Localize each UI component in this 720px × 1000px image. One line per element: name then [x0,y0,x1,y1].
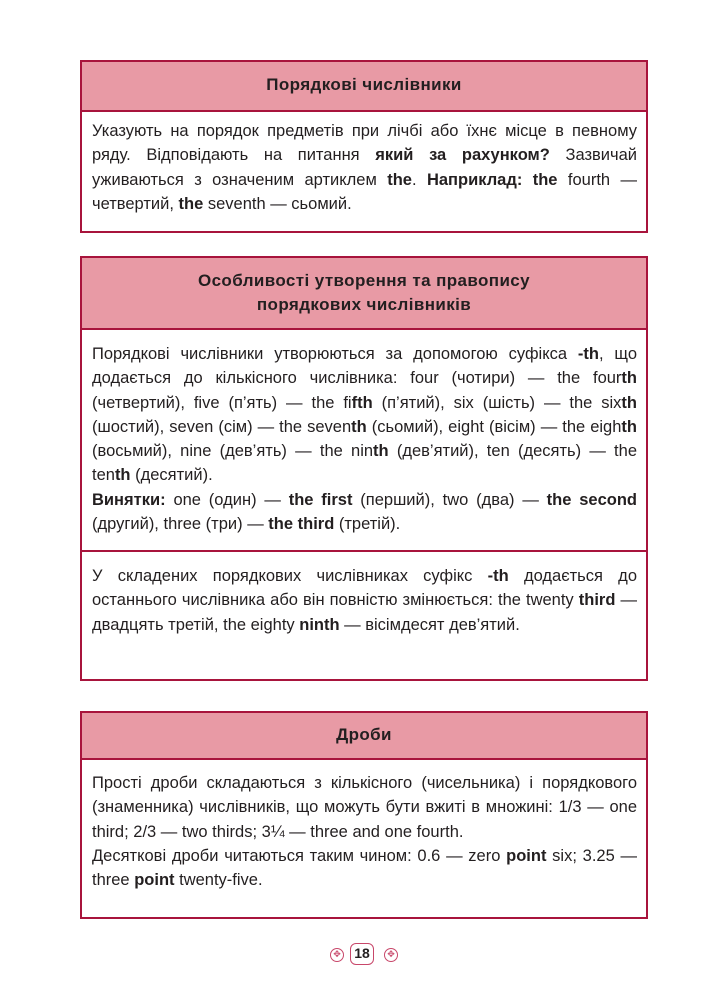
formation-text: Порядкові числівники утворюються за допомогою суфікса -th, що додається до кількісного числівника: four (чотири) — the fourth (четвертий), five (п’ять) — the fifth (п’ятий), six (шість) — the sixth (шостий), seven (сім) — the seventh (сьомий), eight (вісім) — the eighth (восьмий), nine (дев’ять) — the ninth (дев’ятий), ten (десять) — the tenth (десятий). Винятки: one (один) — the first (перший), two (два) — the second (другий), three (три) — the third (третій). [92,345,637,534]
example-label: Наприклад: [426,170,523,189]
page-ornament-icon: ✥ [384,948,398,962]
ordinals-box [80,60,648,233]
formation-box [80,256,648,681]
page-ornament-icon: ✥ [330,948,344,962]
page-footer [0,942,720,966]
page-number: 18 [350,943,374,965]
ordinals-text: Указують на порядок предметів при лічбі або їхнє місце в певному ряду. Відповідають на питання який за рахунком? Зазвичай уживаються з означеним артиклем the. Наприклад: the fourth — четвертий, the seventh — сьомий. [92,122,637,213]
ordinals-title: Порядкові числівники [82,62,646,112]
fractions-text: Прості дроби складаються з кількісного (чисельника) і порядкового (знаменника) числівників, що можуть бути вжиті в множині: 1/3 — one third; 2/3 — two thirds; 3¼ — three and one fourth. Десяткові дроби читаються таким чином: 0.6 — zero point six; 3.25 — three point twenty-five. [92,774,637,890]
exceptions-label: Винятки: [92,490,166,509]
fractions-box [80,711,648,919]
formation-title: Особливості утворення та правопису порядкових числівників [82,258,646,330]
fractions-title: Дроби [82,713,646,760]
compound-text: У складених порядкових числівниках суфікс -th додається до останнього числівника або він повністю змінюється: the twenty third — двадцять третій, the eighty ninth — вісімдесят дев’ятий. [92,567,637,634]
